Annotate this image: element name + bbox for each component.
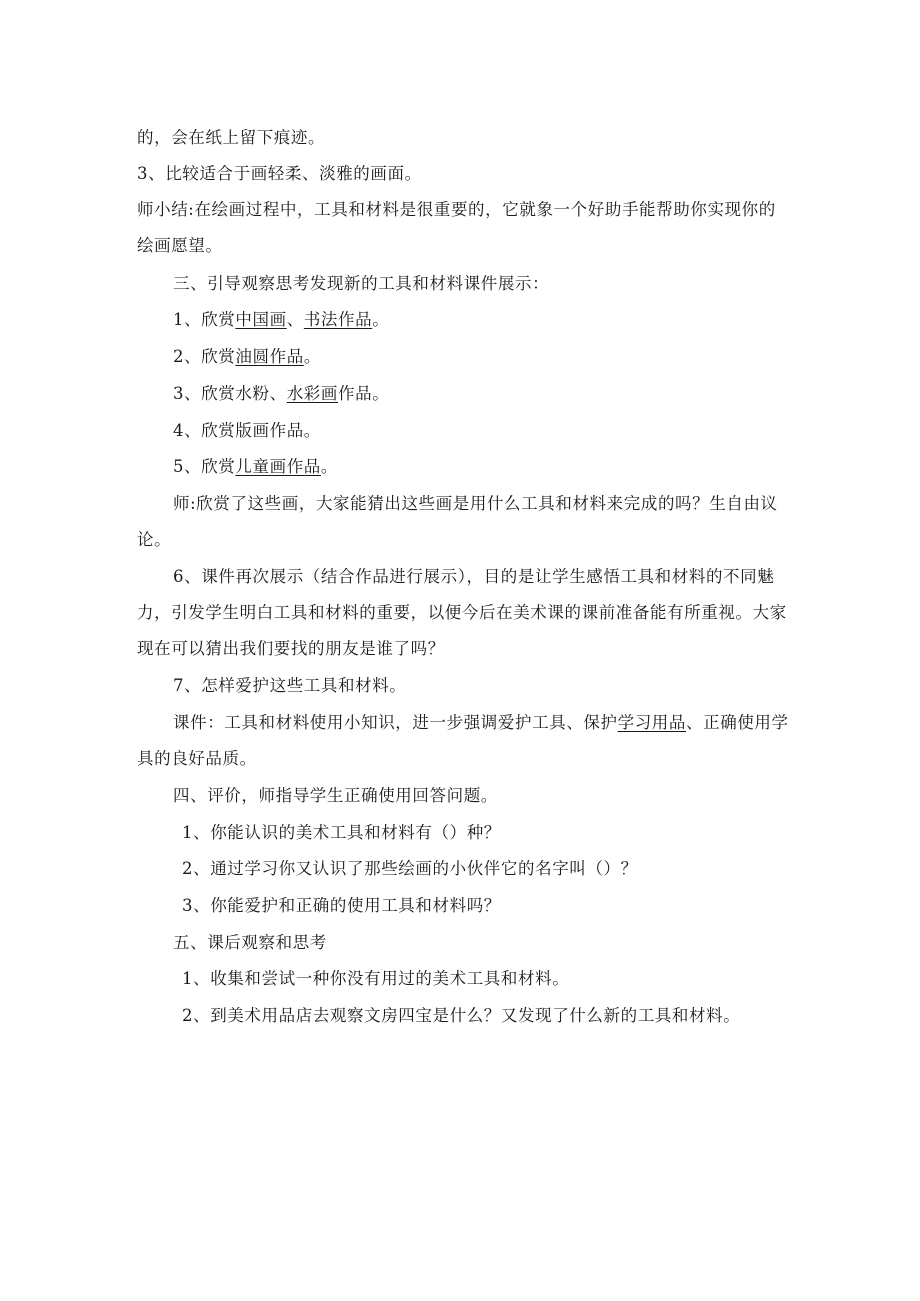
section-heading: 五、课后观察和思考 (173, 933, 327, 952)
link-text[interactable]: 油圆作品 (235, 347, 304, 366)
list-item: 2、通过学习你又认识了那些绘画的小伙伴它的名字叫（）？ (182, 859, 638, 878)
text-line: 的，会在纸上留下痕迹。 (137, 128, 326, 147)
list-item (173, 456, 338, 478)
link-text[interactable]: 儿童画作品 (235, 457, 321, 476)
list-item: 7、怎样爱护这些工具和材料。 (173, 676, 407, 695)
list-item (173, 346, 321, 368)
link-text[interactable]: 书法作品 (303, 310, 373, 329)
text-span: 、 (286, 310, 304, 329)
link-text[interactable]: 中国画 (235, 310, 287, 329)
text-span: 2、欣赏 (173, 347, 236, 366)
text-span: 课件：工具和材料使用小知识，进一步强调爱护工具、保护 (173, 713, 618, 732)
list-item: 3、你能爱护和正确的使用工具和材料吗？ (182, 896, 501, 915)
text-line: 现在可以猜出我们要找的朋友是谁了吗？ (137, 639, 445, 658)
text-line: 具的良好品质。 (137, 749, 257, 768)
section-heading: 四、评价，师指导学生正确使用回答问题。 (173, 786, 498, 805)
text-span: 5、欣赏 (173, 457, 236, 476)
list-item (173, 309, 389, 331)
text-span: 作品。 (338, 384, 390, 403)
text-line: 论。 (137, 530, 172, 549)
text-line: 3、比较适合于画轻柔、淡雅的画面。 (137, 164, 422, 183)
link-text[interactable]: 水彩画 (286, 384, 339, 403)
text-line: 绘画愿望。 (137, 236, 223, 255)
text-span: 。 (303, 347, 321, 366)
list-item: 1、收集和尝试一种你没有用过的美术工具和材料。 (182, 969, 570, 988)
text-line: 力，引发学生明白工具和材料的重要，以便今后在美术课的课前准备能有所重视。大家 (137, 603, 787, 622)
text-span: 1、欣赏 (173, 310, 236, 329)
text-line (173, 712, 789, 734)
text-line: 师:欣赏了这些画，大家能猜出这些画是用什么工具和材料来完成的吗？生自由议 (173, 494, 778, 513)
text-span: 。 (320, 457, 339, 476)
text-line: 师小结:在绘画过程中，工具和材料是很重要的，它就象一个好助手能帮助你实现你的 (137, 200, 776, 219)
list-item: 1、你能认识的美术工具和材料有（）种？ (182, 823, 501, 842)
text-span: 、正确使用学 (686, 713, 789, 732)
text-line: 6、课件再次展示（结合作品进行展示），目的是让学生感悟工具和材料的不同魅 (173, 567, 775, 586)
list-item: 2、到美术用品店去观察文房四宝是什么？又发现了什么新的工具和材料。 (182, 1006, 741, 1025)
list-item (173, 383, 389, 405)
text-span: 。 (372, 310, 390, 329)
list-item: 4、欣赏版画作品。 (173, 421, 321, 440)
link-text[interactable]: 学习用品 (617, 713, 687, 732)
section-heading: 三、引导观察思考发现新的工具和材料课件展示： (173, 274, 550, 293)
text-span: 3、欣赏水粉、 (173, 384, 287, 403)
